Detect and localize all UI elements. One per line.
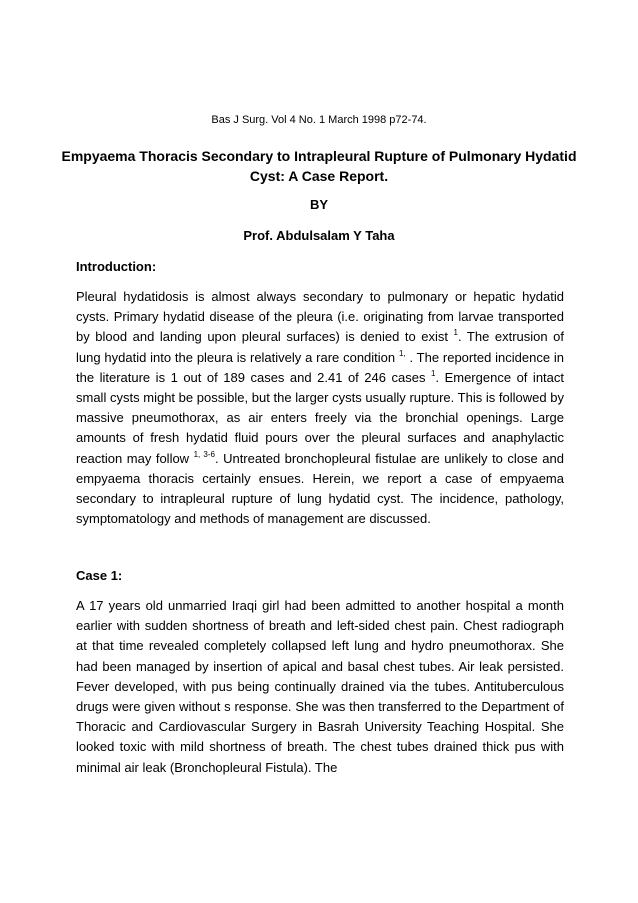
intro-text-5: . Untreated bronchopleural fistulae are unlikely to close and empyaema thoracis certainly ensues. Herein, we report a case of empyaema secondary to intrapleural rupture of lung hydatid cyst. The incidence, pathology, symptomatology and methods of management are discussed. — [76, 450, 564, 527]
case-1-heading: Case 1: — [76, 568, 123, 583]
intro-text-2: . The extrusion of lung hydatid into the pleura is relatively a rare condition — [76, 329, 564, 365]
intro-text-3: . The reported incidence in the literature is 1 out of 189 cases and 2.41 of 246 cases — [76, 349, 564, 385]
case-1-paragraph: A 17 years old unmarried Iraqi girl had been admitted to another hospital a month earlier with sudden shortness of breath and left-sided chest pain. Chest radiograph at that time revealed completely collapsed left lung and hydro pneumothorax. She had been managed by insertion of apical and basal chest tubes. Air leak persisted. Fever developed, with pus being continually drained via the tubes. Antituberculous drugs were given without s response. She was then transferred to the Department of Thoracic and Cardiovascular Surgery in Basrah University Teaching Hospital. She looked toxic with mild shortness of breath. The chest tubes drained thick pus with minimal air leak (Bronchopleural Fistula). The — [76, 598, 564, 775]
journal-citation: Bas J Surg. Vol 4 No. 1 March 1998 p72-74. — [211, 114, 427, 126]
intro-text-4: . Emergence of intact small cysts might be possible, but the larger cysts usually rupture. This is followed by massive pneumothorax, as air enters freely via the bronchial openings. Large amounts of fresh hydatid fluid pours over the pleural surfaces and anaphylactic reaction may follow — [76, 369, 564, 466]
citation-superscript: 1, 3-6 — [193, 449, 215, 459]
introduction-paragraph — [76, 287, 564, 529]
citation-superscript: 1 — [453, 328, 458, 338]
intro-text-1: Pleural hydatidosis is almost always secondary to pulmonary or hepatic hydatid cysts. Primary hydatid disease of the pleura (i.e. originating from larvae transported by blood and landing upon pleural surfaces) is denied to exist — [76, 289, 564, 345]
paper-title: Empyaema Thoracis Secondary to Intrapleural Rupture of Pulmonary Hydatid Cyst: A Case Report. — [61, 148, 577, 184]
introduction-heading: Introduction: — [76, 259, 157, 274]
citation-superscript: 1 — [431, 368, 436, 378]
author-name: Prof. Abdulsalam Y Taha — [243, 228, 395, 243]
by-line: BY — [309, 197, 329, 212]
citation-superscript: 1, — [398, 348, 406, 358]
